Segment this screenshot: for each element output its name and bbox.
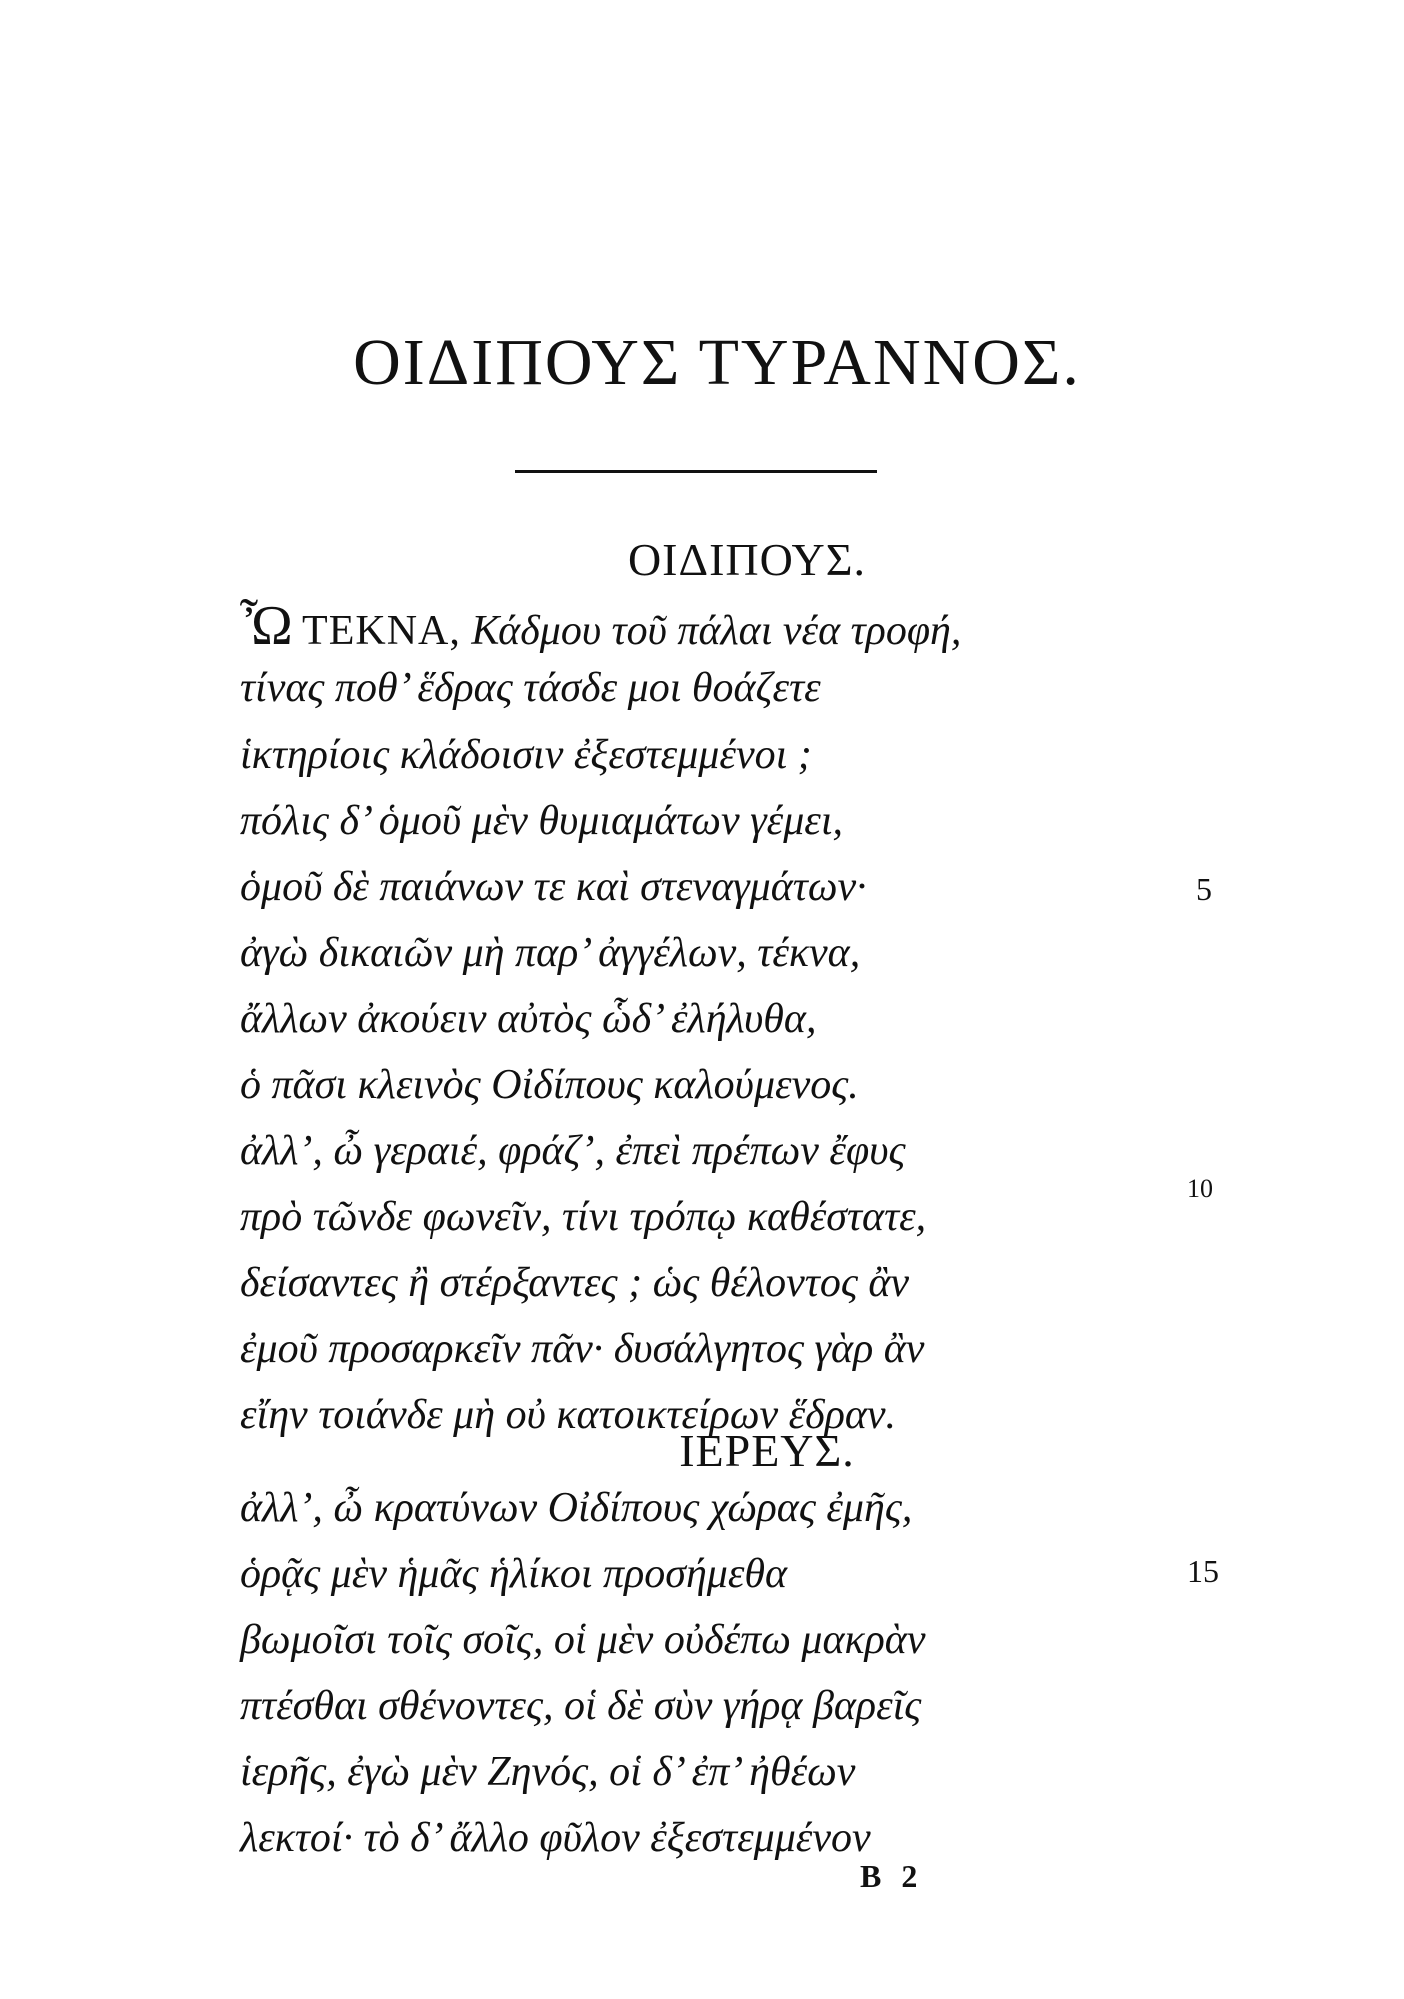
verse-line-5: ὁμοῦ δὲ παιάνων τε καὶ στεναγμάτων· (240, 864, 867, 910)
verse-line-8: ὁ πᾶσι κλεινὸς Οἰδίπους καλούμενος. (240, 1062, 859, 1108)
verse-line-13: εἴην τοιάνδε μὴ οὐ κατοικτείρων ἕδραν. (240, 1392, 897, 1438)
verse-line-6: ἀγὼ δικαιῶν μὴ παρ’ ἀγγέλων, τέκνα, (240, 930, 861, 976)
verse-line-17: πτέσθαι σθένοντες, οἱ δὲ σὺν γήρᾳ βαρεῖς (240, 1683, 922, 1729)
verse-line-3: ἱκτηρίοις κλάδοισιν ἐξεστεμμένοι ; (240, 732, 812, 778)
first-line-caps: ΤΕΚΝΑ, (302, 608, 461, 654)
line-number-10: 10 (1187, 1174, 1213, 1203)
drop-cap: Ὦ (240, 595, 293, 657)
speaker-heading-oedipus: ΟΙΔΙΠΟΥΣ. (627, 534, 867, 585)
verse-line-4: πόλις δ’ ὁμοῦ μὲν θυμιαμάτων γέμει, (240, 798, 843, 844)
signature-mark: B 2 (860, 1858, 924, 1894)
verse-line-10: πρὸ τῶνδε φωνεῖν, τίνι τρόπῳ καθέστατε, (240, 1194, 927, 1240)
verse-line-12: ἐμοῦ προσαρκεῖν πᾶν· δυσάλγητος γὰρ ἂν (240, 1326, 925, 1372)
verse-line-16: βωμοῖσι τοῖς σοῖς, οἱ μὲν οὐδέπω μακρὰν (240, 1617, 926, 1663)
line-number-5: 5 (1196, 871, 1212, 907)
speaker-heading-priest: ΙΕΡΕΥΣ. (679, 1425, 855, 1476)
line-number-15: 15 (1187, 1553, 1219, 1589)
verse-line-2: τίνας ποθ’ ἕδρας τάσδε μοι θοάζετε (240, 665, 821, 711)
verse-line-14: ἀλλ’, ὦ κρατύνων Οἰδίπους χώρας ἐμῆς, (240, 1485, 913, 1531)
title-rule (515, 470, 877, 473)
verse-line-1 (240, 595, 962, 657)
verse-line-7: ἄλλων ἀκούειν αὐτὸς ὧδ’ ἐλήλυθα, (240, 996, 817, 1042)
verse-line-18: ἱερῆς, ἐγὼ μὲν Ζηνός, οἱ δ’ ἐπ’ ἠθέων (240, 1749, 856, 1795)
play-title: ΟΙΔΙΠΟΥΣ ΤΥΡΑΝΝΟΣ. (353, 326, 1081, 399)
verse-line-9: ἀλλ’, ὦ γεραιέ, φράζ’, ἐπεὶ πρέπων ἔφυς (240, 1128, 906, 1174)
verse-line-15: ὁρᾷς μὲν ἡμᾶς ἡλίκοι προσήμεθα (240, 1551, 788, 1597)
verse-line-11: δείσαντες ἢ στέρξαντες ; ὡς θέλοντος ἂν (240, 1260, 910, 1306)
verse-line-19: λεκτοί· τὸ δ’ ἄλλο φῦλον ἐξεστεμμένον (240, 1815, 871, 1861)
first-line-rest: Κάδμου τοῦ πάλαι νέα τροφή, (471, 608, 962, 654)
